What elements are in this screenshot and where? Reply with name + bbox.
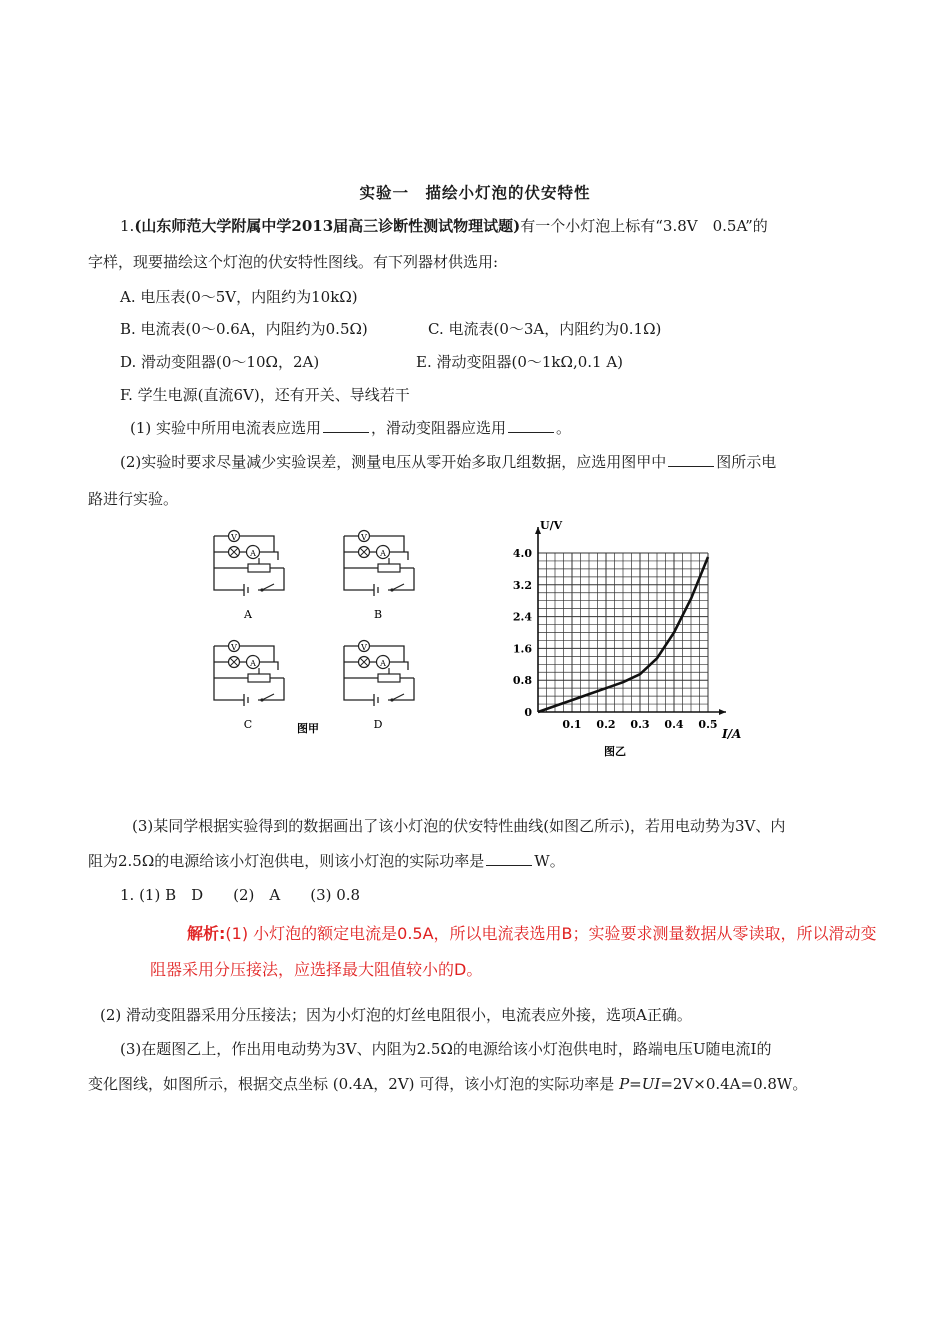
part-1-text-b: ，滑动变阻器应选用 — [371, 419, 507, 437]
question-source: (山东师范大学附属中学2013届高三诊断性测试物理试题) — [134, 217, 521, 235]
answer-blank — [486, 853, 532, 866]
y-tick-label: 3.2 — [512, 578, 532, 592]
page-title: 实验一 描绘小灯泡的伏安特性 — [359, 183, 591, 202]
question-stem — [120, 215, 768, 236]
option-e: E. 滑动变阻器(0～1kΩ,0.1 A) — [416, 353, 624, 371]
question-stem-line2: 字样，现要描绘这个灯泡的伏安特性图线。有下列器材供选用: — [88, 253, 499, 271]
ammeter-label: A — [250, 549, 256, 558]
y-tick-label: 2.4 — [512, 610, 532, 624]
part-3-line1: (3)某同学根据实验得到的数据画出了该小灯泡的伏安特性曲线(如图乙所示)，若用电动势为3V、内 — [132, 817, 786, 835]
voltmeter-label: V — [361, 533, 367, 542]
analysis-line1 — [187, 921, 877, 944]
voltmeter-label: V — [361, 643, 367, 652]
answer-part3-text-b: =2V×0.4A=0.8W。 — [660, 1075, 808, 1093]
x-tick-label: 0.4 — [664, 718, 684, 731]
part-3-text-c: W。 — [534, 852, 565, 870]
y-tick-label: 4.0 — [512, 547, 532, 560]
ammeter-label: A — [380, 549, 386, 558]
part-2-text-a: (2)实验时要求尽量减少实验误差，测量电压从零开始多取几组数据，应选用图甲中 — [120, 453, 667, 471]
answer-line: 1. (1) B D (2) A (3) 0.8 — [120, 886, 361, 904]
answer-blank — [508, 420, 554, 433]
part-2 — [120, 451, 776, 472]
part-3-text-b: 阻为2.5Ω的电源给该小灯泡供电，则该小灯泡的实际功率是 — [88, 852, 485, 870]
option-a: A. 电压表(0～5V，内阻约为10kΩ) — [120, 288, 358, 306]
question-stem-text: 有一个小灯泡上标有“3.8V 0.5A”的 — [520, 217, 768, 235]
circuit-label-a: A — [244, 608, 252, 621]
part-2-text-b: 图所示电 — [716, 453, 777, 471]
chart-ticks — [513, 547, 718, 731]
chart-grid — [538, 553, 708, 712]
x-tick-label: 0.2 — [596, 718, 616, 731]
option-f: F. 学生电源(直流6V)，还有开关、导线若干 — [120, 386, 410, 404]
ammeter-label: A — [380, 659, 386, 668]
analysis-line2: 阻器采用分压接法，应选择最大阻值较小的D。 — [150, 960, 483, 979]
voltmeter-label: V — [231, 533, 237, 542]
circuit-label-b: B — [373, 608, 383, 621]
answer-part3-line1: (3)在题图乙上，作出用电动势为3V、内阻为2.5Ω的电源给该小灯泡供电时，路端电压U随电流I的 — [120, 1040, 772, 1058]
option-b: B. 电流表(0～0.6A，内阻约为0.5Ω) — [120, 320, 368, 338]
iv-chart — [490, 515, 780, 760]
y-tick-label: 1.6 — [512, 642, 532, 656]
part-3-line2 — [88, 850, 565, 871]
answer-blank — [323, 420, 369, 433]
answer-part3-line2 — [88, 1073, 807, 1094]
part-1 — [130, 417, 571, 438]
analysis-text: (1) 小灯泡的额定电流是0.5A，所以电流表选用B；实验要求测量数据从零读取，所以滑动变 — [225, 924, 877, 943]
part-2-line2: 路进行实验。 — [88, 490, 179, 508]
part-1-text-c: 。 — [556, 419, 572, 437]
x-tick-label: 0.3 — [630, 718, 650, 731]
chart-ylabel: U/V — [540, 519, 563, 532]
power-formula: P=UI — [619, 1075, 661, 1093]
ammeter-label: A — [250, 659, 256, 668]
voltmeter-label: V — [231, 643, 237, 652]
circuit-label-c: C — [243, 718, 253, 731]
option-c: C. 电流表(0～3A，内阻约为0.1Ω) — [428, 320, 662, 338]
x-tick-label: 0.5 — [698, 718, 718, 731]
answer-part3-text-a: 变化图线，如图所示，根据交点坐标 (0.4A，2V) 可得，该小灯泡的实际功率是 — [88, 1075, 620, 1093]
circuit-figure — [200, 520, 450, 740]
part-1-text-a: (1) 实验中所用电流表应选用 — [130, 419, 322, 437]
chart-xlabel: I/A — [722, 727, 742, 741]
answer-part2: (2) 滑动变阻器采用分压接法；因为小灯泡的灯丝电阻很小，电流表应外接，选项A正确。 — [100, 1006, 692, 1024]
answer-blank — [668, 454, 714, 467]
y-tick-label: 0 — [524, 706, 532, 719]
option-d: D. 滑动变阻器(0～10Ω，2A) — [120, 353, 320, 371]
x-tick-label: 0.1 — [562, 718, 582, 731]
analysis-label: 解析: — [187, 924, 226, 943]
chart-caption: 图乙 — [604, 745, 626, 758]
figure-a-caption: 图甲 — [297, 722, 319, 735]
y-tick-label: 0.8 — [512, 674, 532, 688]
circuit-label-d: D — [373, 718, 383, 731]
question-number: 1. — [120, 217, 135, 235]
x-axis-arrow — [719, 709, 726, 715]
